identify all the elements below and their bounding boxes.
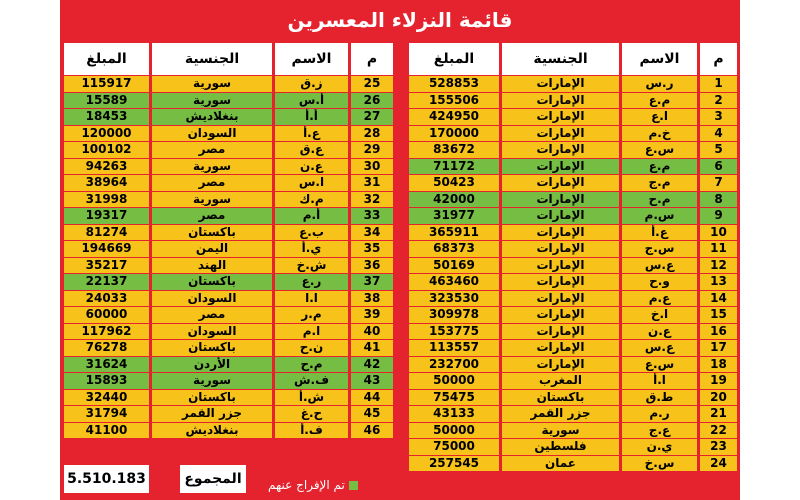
- column-header-name: الاسم: [272, 43, 348, 75]
- inmate-nationality: الإمارات: [499, 340, 619, 356]
- debt-amount: 194669: [64, 241, 149, 257]
- row-number: 41: [348, 340, 393, 356]
- debt-amount: 15589: [64, 93, 149, 109]
- row-number: 24: [697, 456, 737, 472]
- table-row: [409, 159, 737, 175]
- row-number: 31: [348, 175, 393, 191]
- inmate-nationality: سورية: [149, 76, 272, 92]
- debt-amount: 31977: [409, 208, 499, 224]
- table-row: [64, 192, 393, 208]
- row-number: 42: [348, 357, 393, 373]
- table-row: [64, 109, 393, 125]
- debt-amount: 113557: [409, 340, 499, 356]
- inmate-nationality: الأردن: [149, 357, 272, 373]
- inmate-name: ع.ق: [272, 142, 348, 158]
- row-number: 18: [697, 357, 737, 373]
- row-number: 2: [697, 93, 737, 109]
- inmate-nationality: بنغلاديش: [149, 423, 272, 439]
- inmate-name: ز.ق: [272, 76, 348, 92]
- inmate-name: ع.أ: [619, 225, 697, 241]
- row-number: 9: [697, 208, 737, 224]
- row-number: 40: [348, 324, 393, 340]
- row-number: 45: [348, 406, 393, 422]
- inmate-name: ش.أ: [272, 390, 348, 406]
- inmates-table-left: [64, 42, 393, 439]
- inmate-name: ط.ق: [619, 390, 697, 406]
- inmate-name: ي.ن: [619, 439, 697, 455]
- inmate-nationality: سورية: [499, 423, 619, 439]
- inmate-name: م.ك: [272, 192, 348, 208]
- row-number: 35: [348, 241, 393, 257]
- row-number: 23: [697, 439, 737, 455]
- column-header-nationality: الجنسية: [149, 43, 272, 75]
- inmates-table-right: [409, 42, 737, 472]
- inmate-name: ع.ن: [619, 324, 697, 340]
- row-number: 21: [697, 406, 737, 422]
- table-row: [64, 208, 393, 224]
- debt-amount: 323530: [409, 291, 499, 307]
- inmate-name: ا.أ: [619, 373, 697, 389]
- column-header-num: م: [697, 43, 737, 75]
- row-number: 36: [348, 258, 393, 274]
- debt-amount: 120000: [64, 126, 149, 142]
- inmate-nationality: باكستان: [499, 390, 619, 406]
- debt-amount: 31998: [64, 192, 149, 208]
- column-header-amount: المبلغ: [64, 43, 149, 75]
- inmate-nationality: الإمارات: [499, 241, 619, 257]
- table-row: [409, 439, 737, 455]
- row-number: 13: [697, 274, 737, 290]
- table-row: [409, 373, 737, 389]
- table-row: [409, 324, 737, 340]
- column-header-name: الاسم: [619, 43, 697, 75]
- debt-amount: 50169: [409, 258, 499, 274]
- debt-amount: 463460: [409, 274, 499, 290]
- inmate-nationality: فلسطين: [499, 439, 619, 455]
- inmate-name: ع.ج: [619, 423, 697, 439]
- table-row: [64, 307, 393, 323]
- debt-amount: 94263: [64, 159, 149, 175]
- inmate-name: أ.م: [272, 208, 348, 224]
- table-row: [409, 175, 737, 191]
- debt-amount: 153775: [409, 324, 499, 340]
- inmate-name: م.ح: [619, 192, 697, 208]
- total-label: المجموع: [180, 465, 246, 493]
- row-number: 44: [348, 390, 393, 406]
- table-row: [409, 93, 737, 109]
- table-row: [64, 241, 393, 257]
- inmate-name: ع.أ: [272, 126, 348, 142]
- inmate-nationality: جزر القمر: [499, 406, 619, 422]
- table-row: [409, 456, 737, 472]
- inmate-nationality: الإمارات: [499, 76, 619, 92]
- table-row: [409, 291, 737, 307]
- table-row: [409, 406, 737, 422]
- inmate-nationality: باكستان: [149, 274, 272, 290]
- inmate-name: س.ج: [619, 241, 697, 257]
- table-row: [64, 258, 393, 274]
- debt-amount: 24033: [64, 291, 149, 307]
- row-number: 33: [348, 208, 393, 224]
- row-number: 5: [697, 142, 737, 158]
- inmate-nationality: الإمارات: [499, 93, 619, 109]
- row-number: 6: [697, 159, 737, 175]
- debt-amount: 42000: [409, 192, 499, 208]
- inmate-name: س.م: [619, 208, 697, 224]
- inmate-name: ي.أ: [272, 241, 348, 257]
- row-number: 22: [697, 423, 737, 439]
- inmate-name: ف.أ: [272, 423, 348, 439]
- debt-amount: 75475: [409, 390, 499, 406]
- table-row: [64, 76, 393, 92]
- row-number: 39: [348, 307, 393, 323]
- row-number: 28: [348, 126, 393, 142]
- debt-amount: 528853: [409, 76, 499, 92]
- debt-amount: 15893: [64, 373, 149, 389]
- table-row: [409, 76, 737, 92]
- table-row: [64, 225, 393, 241]
- inmate-name: ف.ش: [272, 373, 348, 389]
- inmate-name: ا.خ: [619, 307, 697, 323]
- debt-amount: 43133: [409, 406, 499, 422]
- table-row: [64, 423, 393, 439]
- table-row: [409, 423, 737, 439]
- debt-amount: 41100: [64, 423, 149, 439]
- inmates-panel: [60, 0, 740, 500]
- inmate-name: ب.ع: [272, 225, 348, 241]
- inmate-nationality: السودان: [149, 324, 272, 340]
- inmate-name: ر.م: [619, 406, 697, 422]
- inmate-name: س.ع: [619, 142, 697, 158]
- inmate-name: أ.س: [272, 93, 348, 109]
- inmate-nationality: الإمارات: [499, 225, 619, 241]
- row-number: 30: [348, 159, 393, 175]
- debt-amount: 68373: [409, 241, 499, 257]
- inmate-name: أ.أ: [272, 109, 348, 125]
- inmate-nationality: سورية: [149, 373, 272, 389]
- table-row: [64, 291, 393, 307]
- table-row: [409, 109, 737, 125]
- debt-amount: 50000: [409, 423, 499, 439]
- inmate-nationality: الإمارات: [499, 274, 619, 290]
- row-number: 16: [697, 324, 737, 340]
- inmate-nationality: السودان: [149, 291, 272, 307]
- inmate-name: و.ح: [619, 274, 697, 290]
- table-row: [64, 340, 393, 356]
- inmate-nationality: الإمارات: [499, 175, 619, 191]
- inmate-nationality: مصر: [149, 208, 272, 224]
- inmate-name: ش.خ: [272, 258, 348, 274]
- row-number: 19: [697, 373, 737, 389]
- inmate-nationality: بنغلاديش: [149, 109, 272, 125]
- row-number: 17: [697, 340, 737, 356]
- inmate-nationality: باكستان: [149, 390, 272, 406]
- table-row: [64, 324, 393, 340]
- inmate-nationality: سورية: [149, 93, 272, 109]
- table-row: [409, 390, 737, 406]
- debt-amount: 22137: [64, 274, 149, 290]
- debt-amount: 31624: [64, 357, 149, 373]
- inmate-name: م.ح: [272, 357, 348, 373]
- row-number: 29: [348, 142, 393, 158]
- row-number: 14: [697, 291, 737, 307]
- debt-amount: 365911: [409, 225, 499, 241]
- debt-amount: 71172: [409, 159, 499, 175]
- table-row: [409, 274, 737, 290]
- inmate-nationality: الإمارات: [499, 307, 619, 323]
- inmate-name: ا.ع: [619, 109, 697, 125]
- table-row: [409, 340, 737, 356]
- inmate-name: م.ع: [619, 159, 697, 175]
- column-header-amount: المبلغ: [409, 43, 499, 75]
- table-row: [64, 357, 393, 373]
- inmate-nationality: مصر: [149, 175, 272, 191]
- debt-amount: 31794: [64, 406, 149, 422]
- inmate-name: م.ج: [619, 175, 697, 191]
- page-title: قائمة النزلاء المعسرين: [287, 8, 513, 32]
- table-row: [64, 390, 393, 406]
- debt-amount: 60000: [64, 307, 149, 323]
- debt-amount: 50000: [409, 373, 499, 389]
- debt-amount: 75000: [409, 439, 499, 455]
- table-row: [409, 126, 737, 142]
- table-row: [409, 307, 737, 323]
- debt-amount: 115917: [64, 76, 149, 92]
- inmate-nationality: الإمارات: [499, 192, 619, 208]
- inmate-nationality: الإمارات: [499, 159, 619, 175]
- table-header-row: [409, 43, 737, 75]
- table-row: [64, 159, 393, 175]
- inmate-nationality: عمان: [499, 456, 619, 472]
- inmate-nationality: الإمارات: [499, 357, 619, 373]
- table-row: [409, 258, 737, 274]
- row-number: 4: [697, 126, 737, 142]
- inmate-nationality: الإمارات: [499, 142, 619, 158]
- column-header-nationality: الجنسية: [499, 43, 619, 75]
- table-row: [409, 225, 737, 241]
- debt-amount: 18453: [64, 109, 149, 125]
- debt-amount: 117962: [64, 324, 149, 340]
- inmate-name: س.ع: [619, 357, 697, 373]
- inmate-nationality: المغرب: [499, 373, 619, 389]
- inmate-name: ا.ا: [272, 291, 348, 307]
- inmate-nationality: الإمارات: [499, 324, 619, 340]
- inmate-name: ن.ح: [272, 340, 348, 356]
- table-row: [409, 208, 737, 224]
- debt-amount: 81274: [64, 225, 149, 241]
- inmate-nationality: باكستان: [149, 225, 272, 241]
- inmate-nationality: باكستان: [149, 340, 272, 356]
- inmate-nationality: الإمارات: [499, 126, 619, 142]
- table-row: [409, 357, 737, 373]
- inmate-name: ر.ع: [272, 274, 348, 290]
- inmate-name: ا.م: [272, 324, 348, 340]
- debt-amount: 257545: [409, 456, 499, 472]
- row-number: 20: [697, 390, 737, 406]
- inmate-name: م.ر: [272, 307, 348, 323]
- debt-amount: 155506: [409, 93, 499, 109]
- row-number: 27: [348, 109, 393, 125]
- row-number: 10: [697, 225, 737, 241]
- inmate-nationality: الإمارات: [499, 258, 619, 274]
- table-header-row: [64, 43, 393, 75]
- inmate-nationality: سورية: [149, 159, 272, 175]
- row-number: 12: [697, 258, 737, 274]
- inmate-nationality: الإمارات: [499, 291, 619, 307]
- debt-amount: 309978: [409, 307, 499, 323]
- debt-amount: 38964: [64, 175, 149, 191]
- debt-amount: 35217: [64, 258, 149, 274]
- legend-label: تم الإفراج عنهم: [268, 478, 345, 492]
- table-row: [64, 142, 393, 158]
- inmate-nationality: السودان: [149, 126, 272, 142]
- inmate-name: ر.س: [619, 76, 697, 92]
- legend: [268, 475, 358, 495]
- inmate-name: ع.س: [619, 258, 697, 274]
- debt-amount: 232700: [409, 357, 499, 373]
- inmate-name: خ.م: [619, 126, 697, 142]
- inmate-nationality: جزر القمر: [149, 406, 272, 422]
- legend-swatch: [349, 481, 358, 490]
- row-number: 1: [697, 76, 737, 92]
- inmate-name: ع.ن: [272, 159, 348, 175]
- debt-amount: 76278: [64, 340, 149, 356]
- inmate-nationality: الهند: [149, 258, 272, 274]
- row-number: 15: [697, 307, 737, 323]
- inmate-nationality: الإمارات: [499, 109, 619, 125]
- inmate-name: ا.س: [272, 175, 348, 191]
- inmate-nationality: مصر: [149, 307, 272, 323]
- debt-amount: 170000: [409, 126, 499, 142]
- row-number: 11: [697, 241, 737, 257]
- row-number: 43: [348, 373, 393, 389]
- debt-amount: 100102: [64, 142, 149, 158]
- table-row: [64, 373, 393, 389]
- row-number: 46: [348, 423, 393, 439]
- table-row: [409, 142, 737, 158]
- inmate-name: ع.س: [619, 340, 697, 356]
- table-row: [64, 274, 393, 290]
- inmate-nationality: الإمارات: [499, 208, 619, 224]
- inmate-nationality: سورية: [149, 192, 272, 208]
- row-number: 8: [697, 192, 737, 208]
- row-number: 3: [697, 109, 737, 125]
- inmate-name: س.خ: [619, 456, 697, 472]
- row-number: 7: [697, 175, 737, 191]
- inmate-nationality: اليمن: [149, 241, 272, 257]
- row-number: 37: [348, 274, 393, 290]
- debt-amount: 83672: [409, 142, 499, 158]
- table-row: [64, 175, 393, 191]
- row-number: 34: [348, 225, 393, 241]
- table-row: [64, 93, 393, 109]
- inmate-name: م.ع: [619, 93, 697, 109]
- inmate-name: ح.غ: [272, 406, 348, 422]
- inmate-nationality: مصر: [149, 142, 272, 158]
- debt-amount: 424950: [409, 109, 499, 125]
- table-row: [409, 241, 737, 257]
- debt-amount: 50423: [409, 175, 499, 191]
- row-number: 26: [348, 93, 393, 109]
- total-value: 5.510.183: [64, 465, 149, 493]
- column-header-num: م: [348, 43, 393, 75]
- row-number: 38: [348, 291, 393, 307]
- inmate-name: ع.م: [619, 291, 697, 307]
- debt-amount: 19317: [64, 208, 149, 224]
- table-row: [409, 192, 737, 208]
- table-row: [64, 126, 393, 142]
- row-number: 32: [348, 192, 393, 208]
- row-number: 25: [348, 76, 393, 92]
- table-row: [64, 406, 393, 422]
- debt-amount: 32440: [64, 390, 149, 406]
